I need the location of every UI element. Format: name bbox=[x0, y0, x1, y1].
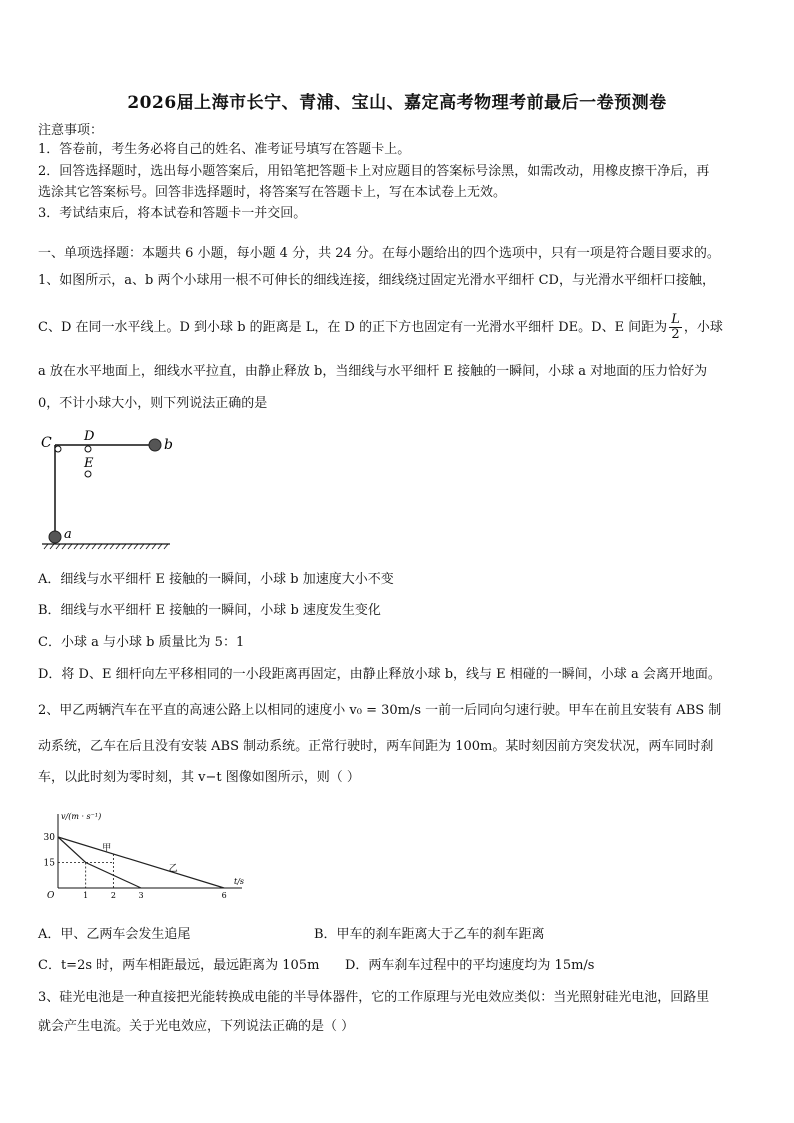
q2-option-c[interactable]: C．t=2s 时，两车相距最远，最远距离为 105m bbox=[38, 958, 320, 973]
q2-option-b[interactable]: B．甲车的刹车距离大于乙车的刹车距离 bbox=[314, 927, 545, 942]
q1-option-d[interactable]: D．将 D、E 细杆向左平移相同的一小段距离再固定，由静止释放小球 b，线与 E 相碰的一瞬间，小球 a 会离开地面。 bbox=[38, 667, 721, 682]
rod-e bbox=[85, 471, 91, 477]
q2-option-d[interactable]: D．两车刹车过程中的平均速度均为 15m/s bbox=[345, 958, 595, 973]
q1-stem-line: a 放在水平地面上，细线水平拉直，由静止释放 b，当细线与水平细杆 E 接触的一瞬间，小球 a 对地面的压力恰好为 bbox=[38, 364, 708, 379]
notice-heading: 注意事项： bbox=[38, 123, 104, 138]
q1-stem-line: 0，不计小球大小，则下列说法正确的是 bbox=[38, 396, 268, 411]
page-title: 2026届上海市长宁、青浦、宝山、嘉定高考物理考前最后一卷预测卷 bbox=[127, 93, 667, 113]
notice-item: 3．考试结束后，将本试卷和答题卡一并交回。 bbox=[38, 206, 307, 221]
q1-stem-line bbox=[38, 313, 723, 342]
q1-stem-text: ，小球 bbox=[683, 320, 723, 335]
ground-hatch bbox=[44, 544, 168, 549]
label-b: b bbox=[164, 437, 173, 453]
label-c: C bbox=[41, 435, 52, 451]
q1-stem-line: 1、如图所示，a、b 两个小球用一根不可伸长的细线连接，细线绕过固定光滑水平细杆 CD，与光滑水平细杆口接触， bbox=[38, 273, 715, 288]
series-label: 甲 bbox=[102, 843, 112, 854]
notice-item: 2．回答选择题时，选出每小题答案后，用铅笔把答题卡上对应题目的答案标号涂黑，如需改动，用橡皮擦干净后，再 bbox=[38, 164, 710, 179]
y-axis-label: v/(m · s⁻¹) bbox=[61, 812, 102, 821]
origin-label: O bbox=[47, 891, 55, 901]
notice-item: 选涂其它答案标号。回答非选择题时，将答案写在答题卡上，写在本试卷上无效。 bbox=[38, 185, 507, 200]
vt-chart bbox=[38, 810, 248, 902]
q2-stem-line: 车，以此时刻为零时刻，其 v−t 图像如图所示，则（ ） bbox=[38, 770, 360, 785]
ball-b bbox=[149, 439, 161, 451]
section-heading: 一、单项选择题：本题共 6 小题，每小题 4 分，共 24 分。在每小题给出的四个选项中，只有一项是符合题目要求的。 bbox=[38, 246, 720, 261]
x-tick-label: 6 bbox=[221, 891, 227, 900]
q1-stem-text: C、D 在同一水平线上。D 到小球 b 的距离是 L，在 D 的正下方也固定有一光滑水平细杆 DE。D、E 间距为 bbox=[38, 320, 668, 335]
q1-option-b[interactable]: B．细线与水平细杆 E 接触的一瞬间，小球 b 速度发生变化 bbox=[38, 603, 381, 618]
ball-a bbox=[49, 531, 61, 543]
series-label: 乙 bbox=[168, 864, 178, 874]
q2-option-a[interactable]: A．甲、乙两车会发生追尾 bbox=[38, 927, 191, 942]
q3-stem-line: 3、硅光电池是一种直接把光能转换成电能的半导体器件，它的工作原理与光电效应类似：当光照射硅光电池，回路里 bbox=[38, 990, 710, 1005]
rod-d bbox=[85, 446, 91, 452]
notice-item: 1．答卷前，考生务必将自己的姓名、准考证号填写在答题卡上。 bbox=[38, 142, 411, 157]
label-e: E bbox=[84, 456, 94, 471]
label-d: D bbox=[84, 429, 95, 444]
x-tick-label: 3 bbox=[138, 891, 144, 900]
fraction-l-over-2 bbox=[669, 313, 682, 342]
x-tick-label: 1 bbox=[83, 891, 89, 900]
frac-num: L bbox=[671, 312, 680, 327]
rod-c bbox=[55, 446, 61, 452]
label-a: a bbox=[64, 527, 72, 542]
q2-stem-line: 2、甲乙两辆汽车在平直的高速公路上以相同的速度小 v₀ = 30m/s 一前一后同向匀速行驶。甲车在前且安装有 ABS 制 bbox=[38, 703, 722, 718]
y-tick-label: 15 bbox=[43, 858, 55, 869]
q1-option-a[interactable]: A．细线与水平细杆 E 接触的一瞬间，小球 b 加速度大小不变 bbox=[38, 572, 394, 587]
x-tick-label: 2 bbox=[110, 891, 116, 900]
q3-stem-line: 就会产生电流。关于光电效应，下列说法正确的是（ ） bbox=[38, 1019, 355, 1034]
q1-option-c[interactable]: C．小球 a 与小球 b 质量比为 5：1 bbox=[38, 635, 245, 650]
frac-den: 2 bbox=[671, 327, 680, 342]
q1-figure bbox=[38, 425, 188, 550]
x-axis-label: t/s bbox=[234, 877, 245, 886]
q2-stem-line: 动系统，乙车在后且没有安装 ABS 制动系统。正常行驶时，两车间距为 100m。某时刻因前方突发状况，两车同时刹 bbox=[38, 739, 714, 754]
y-tick-label: 30 bbox=[43, 833, 55, 843]
